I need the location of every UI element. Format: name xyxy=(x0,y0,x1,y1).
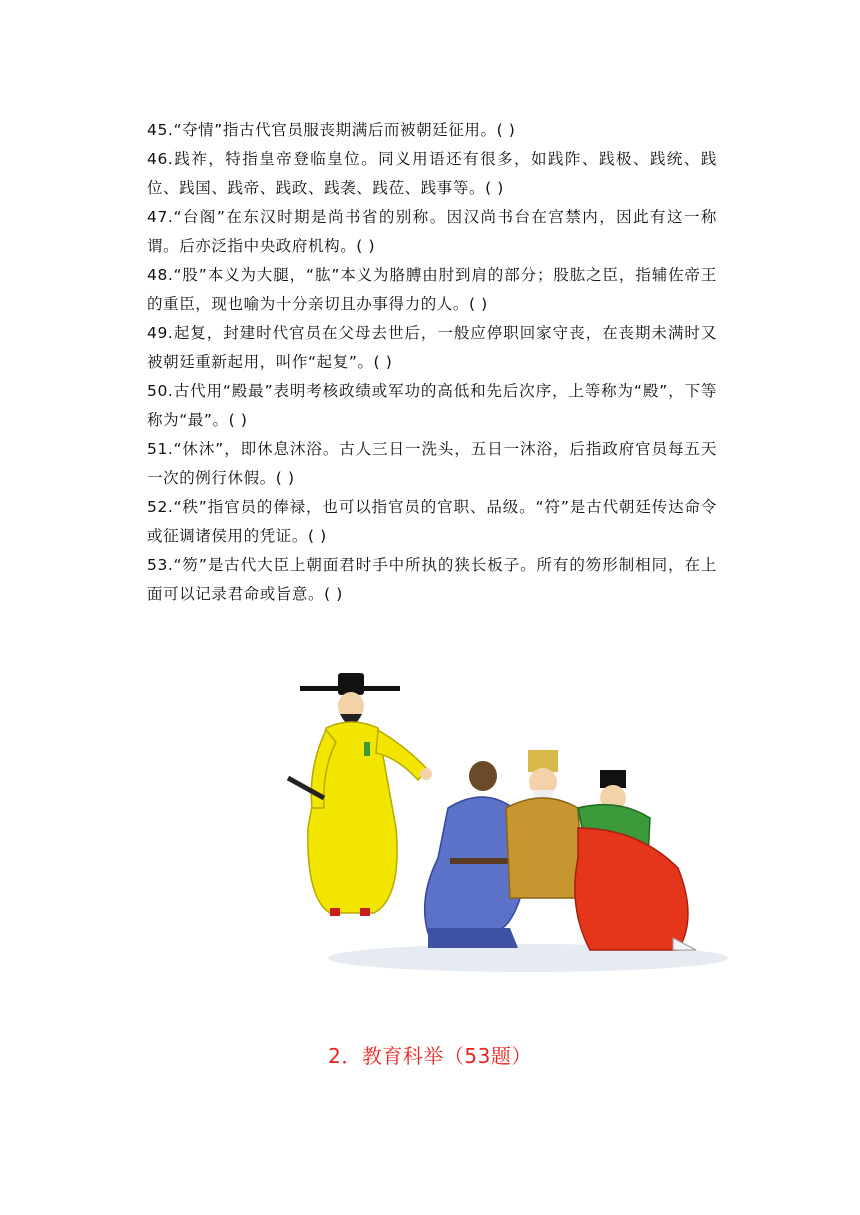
question-text: 践祚，特指皇帝登临皇位。同义用语还有很多，如践阼、践极、践统、践位、践国、践帝、践政、践袭、践莅、践事等。( ) xyxy=(147,150,717,197)
question-number: 46. xyxy=(147,150,174,168)
question-number: 47. xyxy=(147,208,174,226)
question-49 xyxy=(147,319,717,377)
question-47 xyxy=(147,203,717,261)
question-number: 49. xyxy=(147,324,174,342)
section-title: 2．教育科举（53题） xyxy=(328,1044,532,1068)
red-minister-figure xyxy=(575,770,696,950)
question-52 xyxy=(147,493,717,551)
question-text: “秩”指官员的俸禄，也可以指官员的官职、品级。“符”是古代朝廷传达命令或征调诸侯用的凭证。( ) xyxy=(147,498,717,545)
question-text: “夺情”指古代官员服丧期满后而被朝廷征用。( ) xyxy=(173,121,516,139)
question-45 xyxy=(147,116,717,145)
question-50 xyxy=(147,377,717,435)
question-48 xyxy=(147,261,717,319)
question-51 xyxy=(147,435,717,493)
question-number: 52. xyxy=(147,498,174,516)
question-text: “台阁”在东汉时期是尚书省的别称。因汉尚书台在宫禁内，因此有这一称谓。后亦泛指中央政府机构。( ) xyxy=(147,208,717,255)
question-text: 起复，封建时代官员在父母去世后，一般应停职回家守丧，在丧期未满时又被朝廷重新起用，叫作“起复”。( ) xyxy=(147,324,717,371)
question-46 xyxy=(147,145,717,203)
question-number: 50. xyxy=(147,382,174,400)
question-number: 48. xyxy=(147,266,174,284)
question-text: “休沐”，即休息沐浴。古人三日一洗头，五日一沐浴，后指政府官员每五天一次的例行休假。( ) xyxy=(147,440,717,487)
gold-minister-figure xyxy=(506,750,583,898)
question-text: “股”本义为大腿，“肱”本义为胳膊由肘到肩的部分；股肱之臣，指辅佐帝王的重臣，现也喻为十分亲切且办事得力的人。( ) xyxy=(147,266,717,313)
question-text: “笏”是古代大臣上朝面君时手中所执的狭长板子。所有的笏形制相同，在上面可以记录君命或旨意。( ) xyxy=(147,556,717,603)
emperor-and-ministers-illustration xyxy=(278,658,728,978)
emperor-figure xyxy=(288,673,432,916)
question-53 xyxy=(147,551,717,609)
question-number: 53. xyxy=(147,556,174,574)
question-number: 45. xyxy=(147,121,174,139)
question-list xyxy=(147,116,717,609)
question-number: 51. xyxy=(147,440,174,458)
question-text: 古代用“殿最”表明考核政绩或军功的高低和先后次序，上等称为“殿”，下等称为“最”。( ) xyxy=(147,382,717,429)
